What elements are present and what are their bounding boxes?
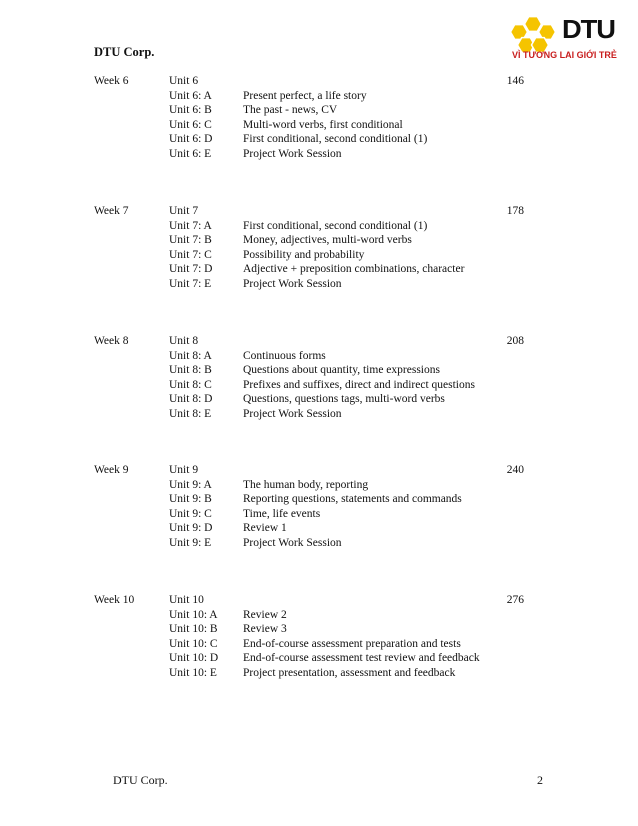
- lesson-code: Unit 9: E: [169, 536, 212, 549]
- lesson-topic: First conditional, second conditional (1): [243, 133, 428, 145]
- lesson-topic: Continuous forms: [243, 349, 326, 362]
- lesson-topic: Possibility and probability: [243, 248, 365, 261]
- week-label: Week 7: [94, 205, 129, 217]
- lesson-code: Unit 9: A: [169, 478, 212, 491]
- unit-title: Unit 7: [169, 205, 199, 217]
- dtu-logo: [506, 14, 630, 64]
- lesson-topic: Adjective + preposition combinations, character: [243, 263, 465, 275]
- unit-title: Unit 8: [169, 335, 199, 347]
- unit-title: Unit 6: [169, 75, 199, 87]
- lesson-code: Unit 9: B: [169, 493, 212, 505]
- lesson-code: Unit 6: D: [169, 133, 213, 145]
- lesson-topic: Money, adjectives, multi-word verbs: [243, 234, 412, 246]
- lesson-topic: Project Work Session: [243, 407, 342, 420]
- unit-page-number: 178: [506, 205, 524, 217]
- lesson-topic: Project Work Session: [243, 147, 342, 160]
- lesson-code: Unit 6: E: [169, 147, 212, 160]
- lesson-topic: Review 3: [243, 623, 287, 635]
- lesson-code: Unit 6: C: [169, 118, 212, 131]
- lesson-topic: The human body, reporting: [243, 478, 369, 491]
- lesson-code: Unit 8: C: [169, 378, 212, 391]
- lesson-topic: Multi-word verbs, first conditional: [243, 118, 403, 131]
- lesson-topic: Review 2: [243, 608, 287, 621]
- lesson-code: Unit 6: B: [169, 104, 212, 116]
- unit-page-number: 146: [506, 75, 524, 87]
- week-label: Week 9: [94, 464, 129, 476]
- lesson-code: Unit 8: D: [169, 393, 213, 405]
- lesson-topic: Prefixes and suffixes, direct and indirect questions: [243, 378, 475, 391]
- unit-title: Unit 10: [169, 594, 204, 606]
- lesson-topic: Present perfect, a life story: [243, 89, 367, 102]
- unit-page-number: 276: [506, 594, 524, 606]
- header-company-title: DTU Corp.: [94, 45, 155, 59]
- lesson-code: Unit 10: D: [169, 652, 219, 664]
- lesson-topic: First conditional, second conditional (1): [243, 219, 428, 232]
- footer-company: DTU Corp.: [113, 773, 168, 787]
- lesson-topic: Review 1: [243, 522, 287, 534]
- lesson-code: Unit 8: A: [169, 349, 212, 362]
- lesson-code: Unit 7: A: [169, 219, 212, 232]
- lesson-code: Unit 7: C: [169, 248, 212, 261]
- unit-page-number: 240: [506, 464, 524, 476]
- lesson-code: Unit 8: B: [169, 364, 212, 376]
- lesson-topic: Project Work Session: [243, 277, 342, 290]
- lesson-code: Unit 10: B: [169, 623, 218, 635]
- lesson-code: Unit 7: B: [169, 234, 212, 246]
- week-label: Week 10: [94, 594, 135, 606]
- lesson-topic: Reporting questions, statements and commands: [243, 493, 462, 505]
- week-label: Week 8: [94, 335, 129, 347]
- lesson-topic: End-of-course assessment test review and feedback: [243, 652, 480, 664]
- lesson-topic: Time, life events: [243, 507, 321, 520]
- lesson-topic: Project Work Session: [243, 536, 342, 549]
- lesson-code: Unit 10: A: [169, 608, 218, 621]
- lesson-topic: The past - news, CV: [243, 104, 338, 116]
- unit-page-number: 208: [506, 335, 524, 347]
- lesson-code: Unit 10: E: [169, 666, 217, 679]
- lesson-code: Unit 9: C: [169, 507, 212, 520]
- logo-tagline: VÌ TƯƠNG LAI GIỚI TRẺ: [512, 50, 617, 60]
- logo-text: DTU: [562, 14, 615, 44]
- lesson-code: Unit 8: E: [169, 407, 212, 420]
- lesson-topic: Project presentation, assessment and feedback: [243, 666, 456, 679]
- hexagon-icon: [525, 17, 542, 32]
- lesson-topic: Questions, questions tags, multi-word verbs: [243, 393, 445, 405]
- footer-page-number: 2: [537, 773, 543, 787]
- lesson-code: Unit 6: A: [169, 89, 212, 102]
- lesson-code: Unit 9: D: [169, 522, 213, 534]
- lesson-topic: Questions about quantity, time expressions: [243, 364, 440, 376]
- lesson-topic: End-of-course assessment preparation and tests: [243, 637, 461, 650]
- lesson-code: Unit 7: D: [169, 263, 213, 275]
- unit-title: Unit 9: [169, 464, 199, 476]
- lesson-code: Unit 7: E: [169, 277, 212, 290]
- lesson-code: Unit 10: C: [169, 637, 218, 650]
- week-label: Week 6: [94, 75, 129, 87]
